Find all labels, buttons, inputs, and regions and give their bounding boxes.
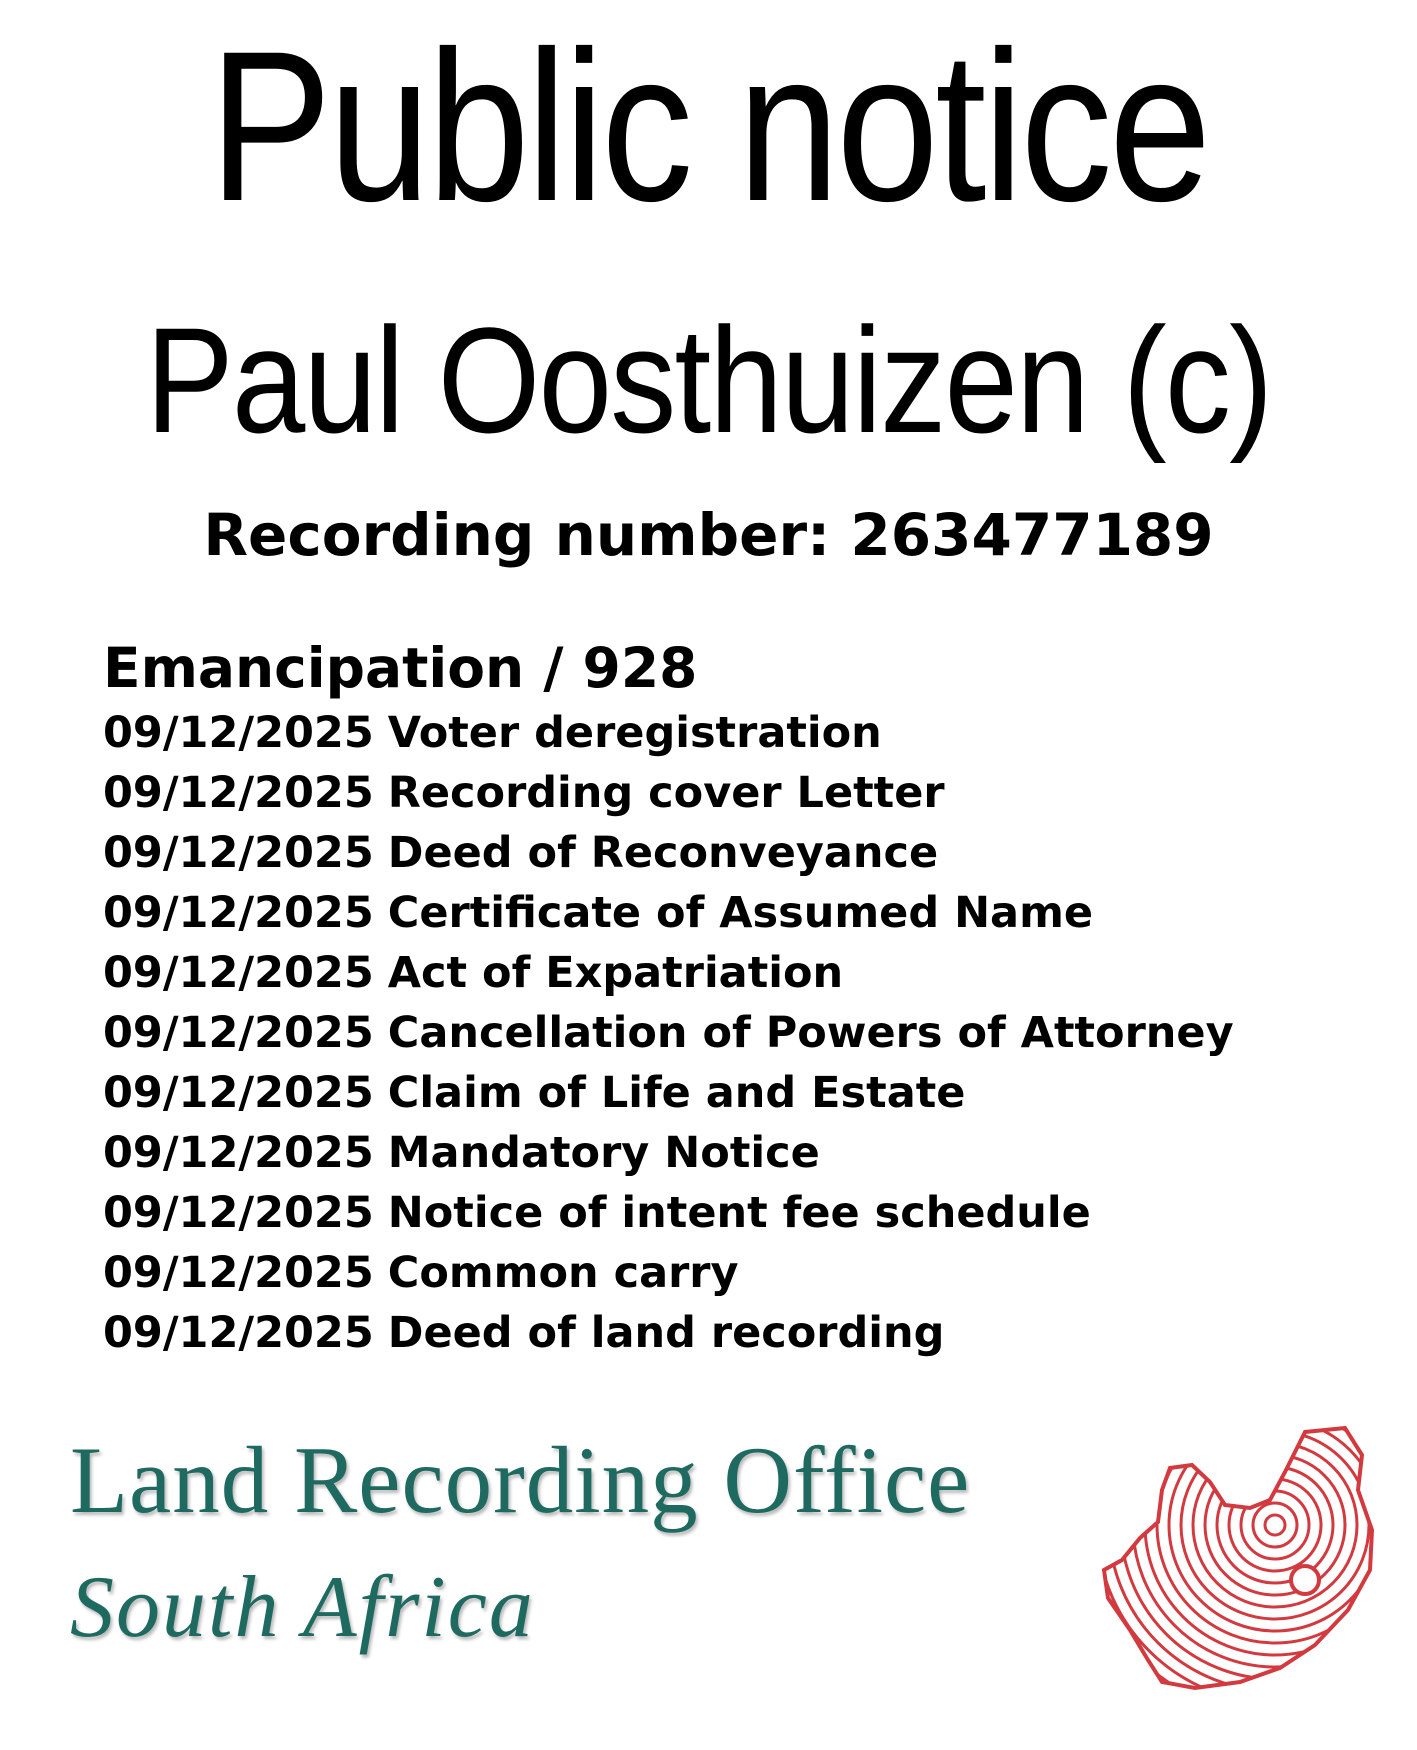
item-label: Act of Expatriation [387, 948, 844, 998]
list-item [103, 763, 1353, 823]
list-item [103, 1303, 1353, 1363]
item-date: 09/12/2025 [103, 1128, 374, 1178]
south-africa-fingerprint-map-icon [1100, 1420, 1390, 1700]
item-label: Certificate of Assumed Name [387, 888, 1094, 938]
notice-name: Paul Oosthuizen (c) [145, 296, 1272, 464]
office-wordmark [70, 1425, 970, 1663]
item-date: 09/12/2025 [103, 708, 374, 758]
document-section [103, 633, 1353, 1363]
item-date: 09/12/2025 [103, 948, 374, 998]
item-label: Cancellation of Powers of Attorney [387, 1008, 1234, 1058]
list-item [103, 1063, 1353, 1123]
item-date: 09/12/2025 [103, 1248, 374, 1298]
list-item [103, 703, 1353, 763]
item-label: Deed of Reconveyance [387, 828, 939, 878]
list-item [103, 943, 1353, 1003]
item-label: Claim of Life and Estate [387, 1068, 966, 1118]
list-item [103, 823, 1353, 883]
item-date: 09/12/2025 [103, 828, 374, 878]
item-date: 09/12/2025 [103, 888, 374, 938]
item-label: Deed of land recording [387, 1308, 945, 1358]
list-item [103, 1183, 1353, 1243]
office-name: Land Recording Office [70, 1427, 971, 1533]
list-item [103, 883, 1353, 943]
notice-title: Public notice [209, 7, 1208, 246]
item-label: Recording cover Letter [387, 768, 945, 818]
item-label: Voter deregistration [387, 708, 882, 758]
recording-number: Recording number: 263477189 [203, 501, 1214, 569]
item-label: Mandatory Notice [387, 1128, 820, 1178]
item-date: 09/12/2025 [103, 1068, 374, 1118]
document-list [103, 703, 1353, 1363]
item-date: 09/12/2025 [103, 1188, 374, 1238]
item-date: 09/12/2025 [103, 768, 374, 818]
item-label: Common carry [387, 1248, 739, 1298]
list-item [103, 1123, 1353, 1183]
item-date: 09/12/2025 [103, 1008, 374, 1058]
section-heading: Emancipation / 928 [103, 636, 698, 700]
office-country: South Africa [70, 1559, 535, 1656]
item-date: 09/12/2025 [103, 1308, 374, 1358]
item-label: Notice of intent fee schedule [387, 1188, 1091, 1238]
list-item [103, 1003, 1353, 1063]
list-item [103, 1243, 1353, 1303]
